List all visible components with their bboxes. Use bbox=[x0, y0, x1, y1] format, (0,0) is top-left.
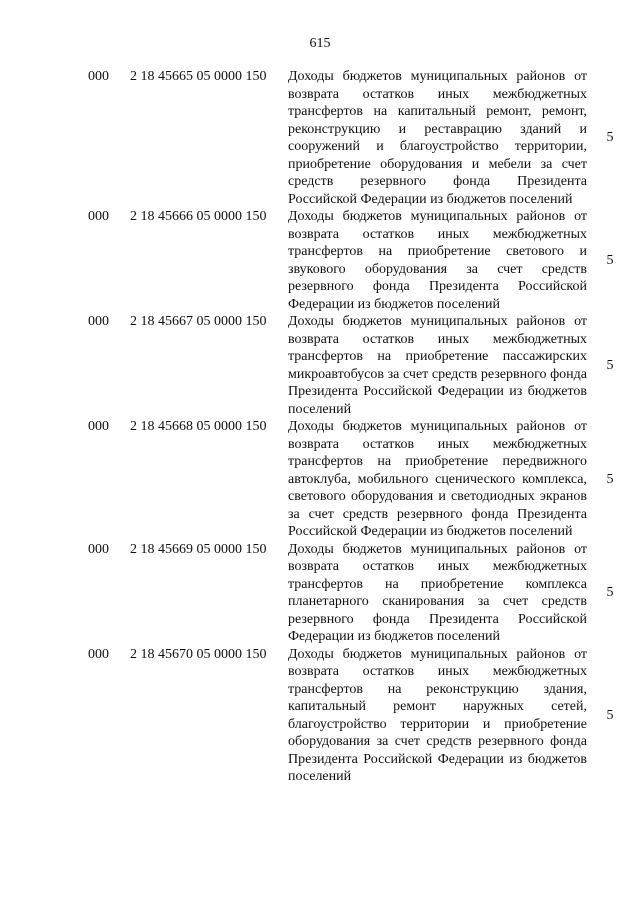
allocation-norm: 5 bbox=[606, 585, 614, 601]
table-row bbox=[0, 646, 640, 786]
admin-code: 000 bbox=[88, 69, 109, 84]
income-description: Доходы бюджетов муниципальных районов от возврата остатков иных межбюджетных трансфертов на приобретение светового и звукового оборудования за счет средств резервного фонда Президента Российской Федерации из бюджетов поселений bbox=[288, 209, 587, 312]
admin-code: 000 bbox=[88, 541, 109, 557]
allocation-norm: 5 bbox=[606, 252, 614, 268]
table-row bbox=[0, 313, 640, 418]
income-description: Доходы бюджетов муниципальных районов от возврата остатков иных межбюджетных трансфертов на приобретение передвижного автоклуба, мобильного сценического комплекса, светового оборудования и светодиодных экранов за счет средств резервного фонда Президента Российской Федерации из бюджетов поселений bbox=[288, 419, 587, 539]
admin-code: 000 bbox=[88, 314, 109, 329]
budget-classification-code: 2 18 45669 05 0000 150 bbox=[130, 541, 267, 557]
table-row bbox=[0, 208, 640, 313]
page-number: 615 bbox=[309, 36, 331, 51]
allocation-norm: 5 bbox=[606, 707, 614, 723]
admin-code: 000 bbox=[88, 419, 109, 434]
budget-classification-code: 2 18 45665 05 0000 150 bbox=[130, 69, 267, 84]
income-description: Доходы бюджетов муниципальных районов от возврата остатков иных межбюджетных трансфертов на капитальный ремонт, ремонт, реконструкцию и реставрацию зданий и сооружений и благоустройство территории, приобретение оборудования и мебели за счет средств резервного фонда Президента Российской Федерации из бюджетов поселений bbox=[288, 69, 587, 207]
budget-classification-code: 2 18 45666 05 0000 150 bbox=[130, 209, 267, 224]
admin-code: 000 bbox=[88, 209, 109, 224]
budget-code-table bbox=[0, 68, 640, 786]
income-description: Доходы бюджетов муниципальных районов от возврата остатков иных межбюджетных трансфертов на приобретение комплекса планетарного сканирования за счет средств резервного фонда Президента Российской Федерации из бюджетов поселений bbox=[288, 541, 587, 644]
income-description: Доходы бюджетов муниципальных районов от возврата остатков иных межбюджетных трансфертов на реконструкцию здания, капитальный ремонт наружных сетей, благоустройство территории и приобретение оборудования за счет средств резервного фонда Президента Российской Федерации из бюджетов поселений bbox=[288, 646, 587, 784]
budget-classification-code: 2 18 45670 05 0000 150 bbox=[130, 646, 267, 662]
allocation-norm: 5 bbox=[606, 471, 614, 487]
allocation-norm: 5 bbox=[606, 357, 614, 373]
budget-classification-code: 2 18 45667 05 0000 150 bbox=[130, 314, 267, 329]
budget-classification-code: 2 18 45668 05 0000 150 bbox=[130, 419, 267, 434]
income-description: Доходы бюджетов муниципальных районов от возврата остатков иных межбюджетных трансфертов на приобретение пассажирских микроавтобусов за счет средств резервного фонда Президента Российской Федерации из бюджетов поселений bbox=[288, 314, 587, 417]
table-row bbox=[0, 418, 640, 541]
table-row bbox=[0, 68, 640, 208]
admin-code: 000 bbox=[88, 646, 109, 662]
table-row bbox=[0, 541, 640, 646]
allocation-norm: 5 bbox=[606, 130, 614, 146]
